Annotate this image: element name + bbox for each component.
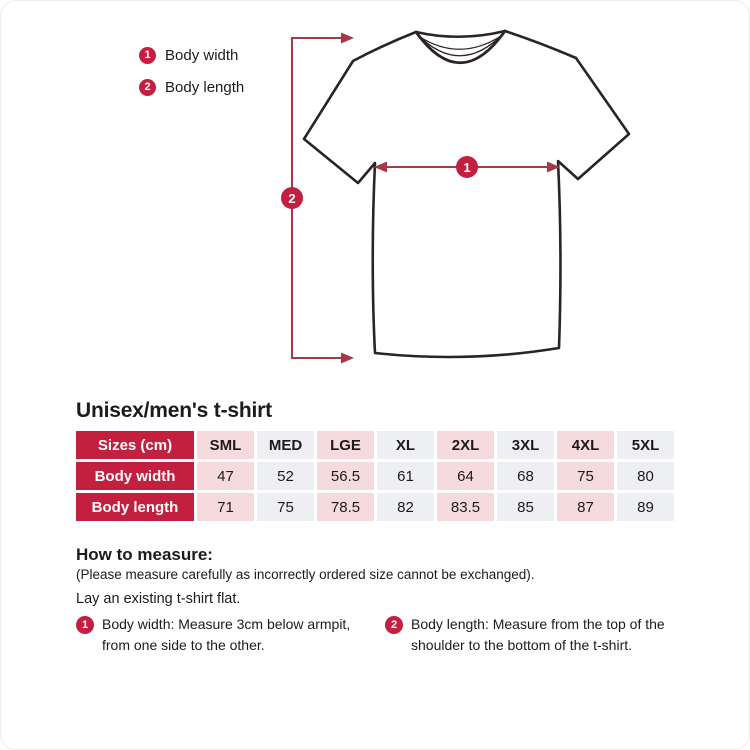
step-badge-1: 1: [76, 616, 94, 634]
body-length-3xl: 85: [497, 493, 554, 521]
how-to-measure-note: (Please measure carefully as incorrectly ordered size cannot be exchanged).: [76, 567, 535, 582]
body-width-med: 52: [257, 462, 314, 490]
col-header-lge: LGE: [317, 431, 374, 459]
corner-header-cell: Sizes (cm): [76, 431, 194, 459]
body-width-4xl: 75: [557, 462, 614, 490]
col-header-med: MED: [257, 431, 314, 459]
body-length-lge: 78.5: [317, 493, 374, 521]
legend-item-body-length: [139, 79, 244, 96]
width-marker-badge: 1: [456, 156, 478, 178]
size-table: [73, 428, 677, 524]
legend-label-body-width: Body width: [165, 47, 239, 64]
body-length-sml: 71: [197, 493, 254, 521]
how-to-measure-intro: Lay an existing t-shirt flat.: [76, 591, 241, 607]
body-width-5xl: 80: [617, 462, 674, 490]
row-label-body-length: Body length: [76, 493, 194, 521]
body-length-5xl: 89: [617, 493, 674, 521]
body-width-sml: 47: [197, 462, 254, 490]
body-length-2xl: 83.5: [437, 493, 494, 521]
legend-label-body-length: Body length: [165, 79, 245, 96]
body-width-xl: 61: [377, 462, 434, 490]
col-header-4xl: 4XL: [557, 431, 614, 459]
body-length-4xl: 87: [557, 493, 614, 521]
how-to-measure-heading: How to measure:: [76, 545, 213, 564]
legend-badge-2: 2: [139, 79, 156, 96]
tshirt-outline: [304, 31, 629, 357]
row-label-body-width: Body width: [76, 462, 194, 490]
col-header-2xl: 2XL: [437, 431, 494, 459]
col-header-5xl: 5XL: [617, 431, 674, 459]
body-width-2xl: 64: [437, 462, 494, 490]
body-length-row: [76, 493, 674, 521]
legend-badge-1: 1: [139, 47, 156, 64]
step-body-width: [76, 614, 354, 656]
body-width-row: [76, 462, 674, 490]
body-length-xl: 82: [377, 493, 434, 521]
body-length-med: 75: [257, 493, 314, 521]
length-marker-badge: 2: [281, 187, 303, 209]
col-header-3xl: 3XL: [497, 431, 554, 459]
body-width-lge: 56.5: [317, 462, 374, 490]
tshirt-diagram-graphic: [1, 1, 750, 391]
size-table-header-row: [76, 431, 674, 459]
step-text-body-width: Body width: Measure 3cm below armpit, from one side to the other.: [102, 616, 351, 653]
body-width-3xl: 68: [497, 462, 554, 490]
step-badge-2: 2: [385, 616, 403, 634]
legend-item-body-width: [139, 47, 244, 64]
page-title: Unisex/men's t-shirt: [76, 399, 272, 422]
step-text-body-length: Body length: Measure from the top of the shoulder to the bottom of the t-shirt.: [411, 616, 665, 653]
step-body-length: [385, 614, 679, 656]
measure-steps: [76, 614, 679, 656]
measure-legend: [139, 47, 244, 96]
col-header-sml: SML: [197, 431, 254, 459]
col-header-xl: XL: [377, 431, 434, 459]
